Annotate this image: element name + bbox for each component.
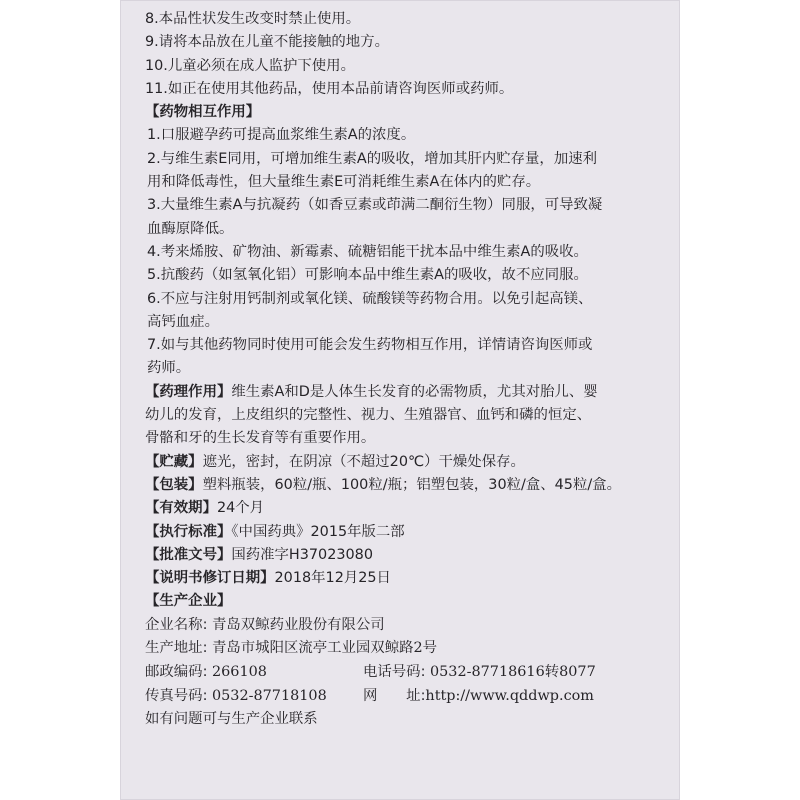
storage-value: 遮光，密封，在阴凉（不超过20℃）干燥处保存。 [202,453,525,470]
address-value: 青岛市城阳区流亭工业园双鲸路2号 [212,640,438,657]
revision-row [145,567,675,590]
precaution-item: 9.请将本品放在儿童不能接触的地方。 [145,34,389,51]
validity-label: 【有效期】 [145,500,217,517]
fax-web-row [145,685,675,709]
website-label: 网 址: [363,687,426,704]
interaction-line: 6.不应与注射用钙制剂或氧化镁、硫酸镁等药物合用。以免引起高镁、 [147,290,593,307]
packaging-row [145,474,675,497]
interaction-line: 2.与维生素E同用，可增加维生素A的吸收，增加其肝内贮存量，加速利 [147,150,597,167]
address-label: 生产地址: [145,640,208,657]
packaging-label: 【包装】 [145,476,203,493]
standard-value: 《中国药典》2015年版二部 [231,523,405,540]
approval-label: 【批准文号】 [145,546,232,563]
interaction-line: 用和降低毒性，但大量维生素E可消耗维生素A在体内的贮存。 [147,174,541,191]
interaction-line: 3.大量维生素A与抗凝药（如香豆素或茚满二酮衍生物）同服，可导致凝 [147,197,603,214]
interactions-section [145,101,675,381]
manufacturer-section [145,590,675,731]
precautions-section [145,8,675,101]
interactions-heading: 【药物相互作用】 [145,104,261,121]
package-insert [145,8,675,732]
interaction-line: 5.抗酸药（如氢氧化铝）可影响本品中维生素A的吸收，故不应同服。 [147,267,588,284]
contact-note: 如有问题可与生产企业联系 [145,711,318,728]
company-name-label: 企业名称: [145,616,208,633]
revision-label: 【说明书修订日期】 [145,570,275,587]
precaution-item: 8.本品性状发生改变时禁止使用。 [145,11,361,27]
company-name-value: 青岛双鲸药业股份有限公司 [212,616,385,633]
fax-label: 传真号码: [145,687,208,704]
storage-label: 【贮藏】 [145,453,203,470]
packaging-value: 塑料瓶装，60粒/瓶、100粒/瓶；铝塑包装，30粒/盒、45粒/盒。 [202,476,621,493]
pharmacology-line: 维生素A和D是人体生长发育的必需物质，尤其对胎儿、婴 [231,383,598,400]
postcode-label: 邮政编码: [145,663,208,680]
phone-label: 电话号码: [363,663,426,680]
approval-row [145,544,675,567]
interaction-line: 高钙血症。 [147,313,219,330]
pharmacology-heading: 【药理作用】 [145,383,232,400]
standard-row [145,521,675,544]
interaction-line: 药师。 [147,360,191,377]
fax-value: 0532-87718108 [212,687,327,704]
address-row [145,637,675,661]
storage-row [145,451,675,474]
precaution-item: 10.儿童必须在成人监护下使用。 [145,57,355,74]
interaction-line: 4.考来烯胺、矿物油、新霉素、硫糖铝能干扰本品中维生素A的吸收。 [147,243,588,260]
pharmacology-section [145,381,675,451]
approval-value: 国药准字H37023080 [231,546,373,563]
validity-value: 24个月 [216,500,265,517]
phone-value: 0532-87718616转8077 [430,663,596,680]
standard-label: 【执行标准】 [145,523,232,540]
manufacturer-heading: 【生产企业】 [145,593,232,610]
interaction-line: 血酶原降低。 [147,220,234,237]
postcode-phone-row [145,661,675,685]
interaction-line: 1.口服避孕药可提高血浆维生素A的浓度。 [147,127,416,144]
precaution-item: 11.如正在使用其他药品，使用本品前请咨询医师或药师。 [145,80,514,97]
revision-value: 2018年12月25日 [274,570,391,587]
validity-row [145,497,675,520]
pharmacology-line: 骨骼和牙的生长发育等有重要作用。 [145,430,376,447]
postcode-value: 266108 [212,663,267,680]
interaction-line: 7.如与其他药物同时使用可能会发生药物相互作用，详情请咨询医师或 [147,337,593,354]
company-name-row [145,614,675,638]
website-value: http://www.qddwp.com [425,687,594,704]
pharmacology-line: 幼儿的发育，上皮组织的完整性、视力、生殖器官、血钙和磷的恒定、 [145,407,592,424]
